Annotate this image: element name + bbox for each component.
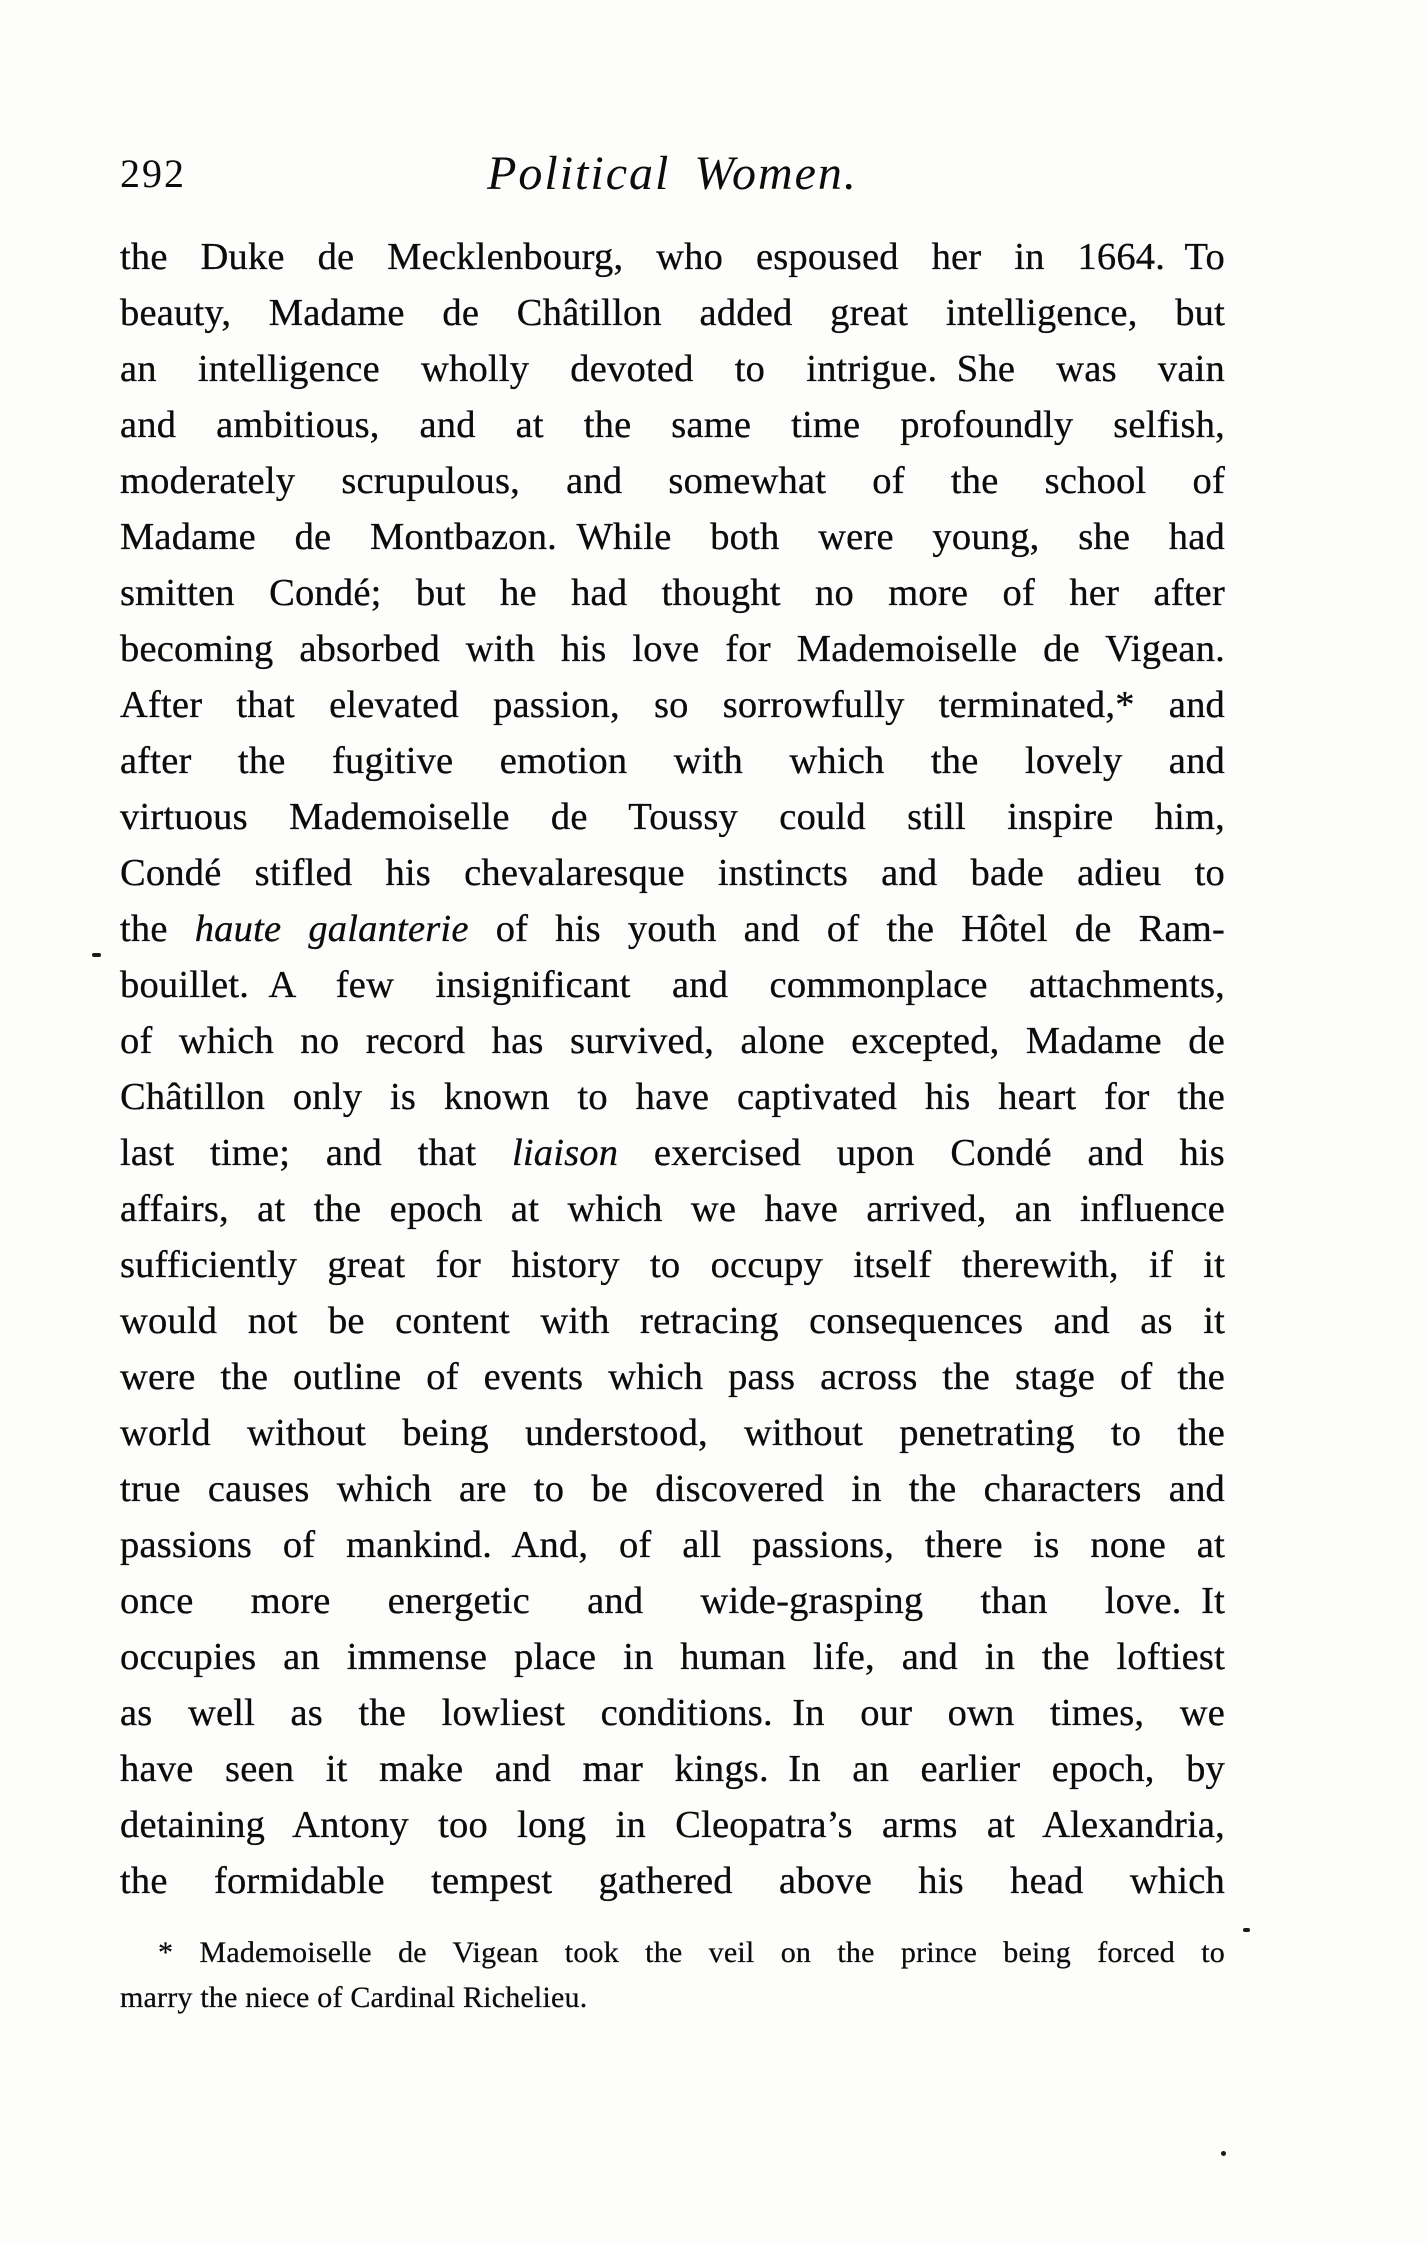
text-line: * Mademoiselle de Vigean took the veil on the prince being forced to	[158, 1936, 1225, 1969]
running-header	[120, 138, 1225, 200]
text-line: once more energetic and wide-grasping than love. It	[120, 1580, 1225, 1622]
text-line: bouillet. A few insignificant and commonplace attachments,	[120, 964, 1225, 1006]
running-title: Political Women.	[487, 147, 858, 200]
text-line: After that elevated passion, so sorrowfully terminated,* and	[120, 684, 1225, 726]
text-line: becoming absorbed with his love for Mademoiselle de Vigean.	[120, 628, 1225, 670]
text-line: Condé stifled his chevalaresque instincts and bade adieu to	[120, 852, 1225, 894]
text-line: true causes which are to be discovered in the characters and	[120, 1468, 1225, 1510]
scan-speck	[1221, 2151, 1226, 2156]
body-text	[120, 229, 1225, 1909]
text-line: world without being understood, without penetrating to the	[120, 1412, 1225, 1454]
text-line: affairs, at the epoch at which we have arrived, an influence	[120, 1188, 1225, 1230]
text-line: last time; and that liaison exercised upon Condé and his	[120, 1132, 1225, 1174]
text-line: the formidable tempest gathered above his head which	[120, 1860, 1225, 1902]
text-line: passions of mankind. And, of all passions, there is none at	[120, 1524, 1225, 1566]
text-line: beauty, Madame de Châtillon added great intelligence, but	[120, 292, 1225, 334]
scan-speck	[1243, 1928, 1250, 1932]
text-line: sufficiently great for history to occupy itself therewith, if it	[120, 1244, 1225, 1286]
text-line: the haute galanterie of his youth and of the Hôtel de Ram-	[120, 908, 1225, 950]
footnote	[120, 1930, 1225, 2020]
text-line: have seen it make and mar kings. In an earlier epoch, by	[120, 1748, 1225, 1790]
text-line: virtuous Mademoiselle de Toussy could still inspire him,	[120, 796, 1225, 838]
page-number: 292	[120, 151, 186, 196]
text-line: after the fugitive emotion with which the lovely and	[120, 740, 1225, 782]
text-line: an intelligence wholly devoted to intrigue. She was vain	[120, 348, 1225, 390]
text-line: as well as the lowliest conditions. In our own times, we	[120, 1692, 1225, 1734]
text-line: Châtillon only is known to have captivated his heart for the	[120, 1076, 1225, 1118]
text-line: occupies an immense place in human life, and in the loftiest	[120, 1636, 1225, 1678]
text-line: smitten Condé; but he had thought no more of her after	[120, 572, 1225, 614]
text-line: of which no record has survived, alone excepted, Madame de	[120, 1020, 1225, 1062]
text-line: would not be content with retracing consequences and as it	[120, 1300, 1225, 1342]
text-line: were the outline of events which pass across the stage of the	[120, 1356, 1225, 1398]
text-line: the Duke de Mecklenbourg, who espoused her in 1664. To	[120, 236, 1225, 278]
text-line: detaining Antony too long in Cleopatra’s arms at Alexandria,	[120, 1804, 1225, 1846]
scan-speck	[92, 953, 101, 957]
text-line: and ambitious, and at the same time profoundly selfish,	[120, 404, 1225, 446]
text-line: moderately scrupulous, and somewhat of the school of	[120, 460, 1225, 502]
text-line: marry the niece of Cardinal Richelieu.	[120, 1981, 588, 2014]
text-line: Madame de Montbazon. While both were young, she had	[120, 516, 1225, 558]
